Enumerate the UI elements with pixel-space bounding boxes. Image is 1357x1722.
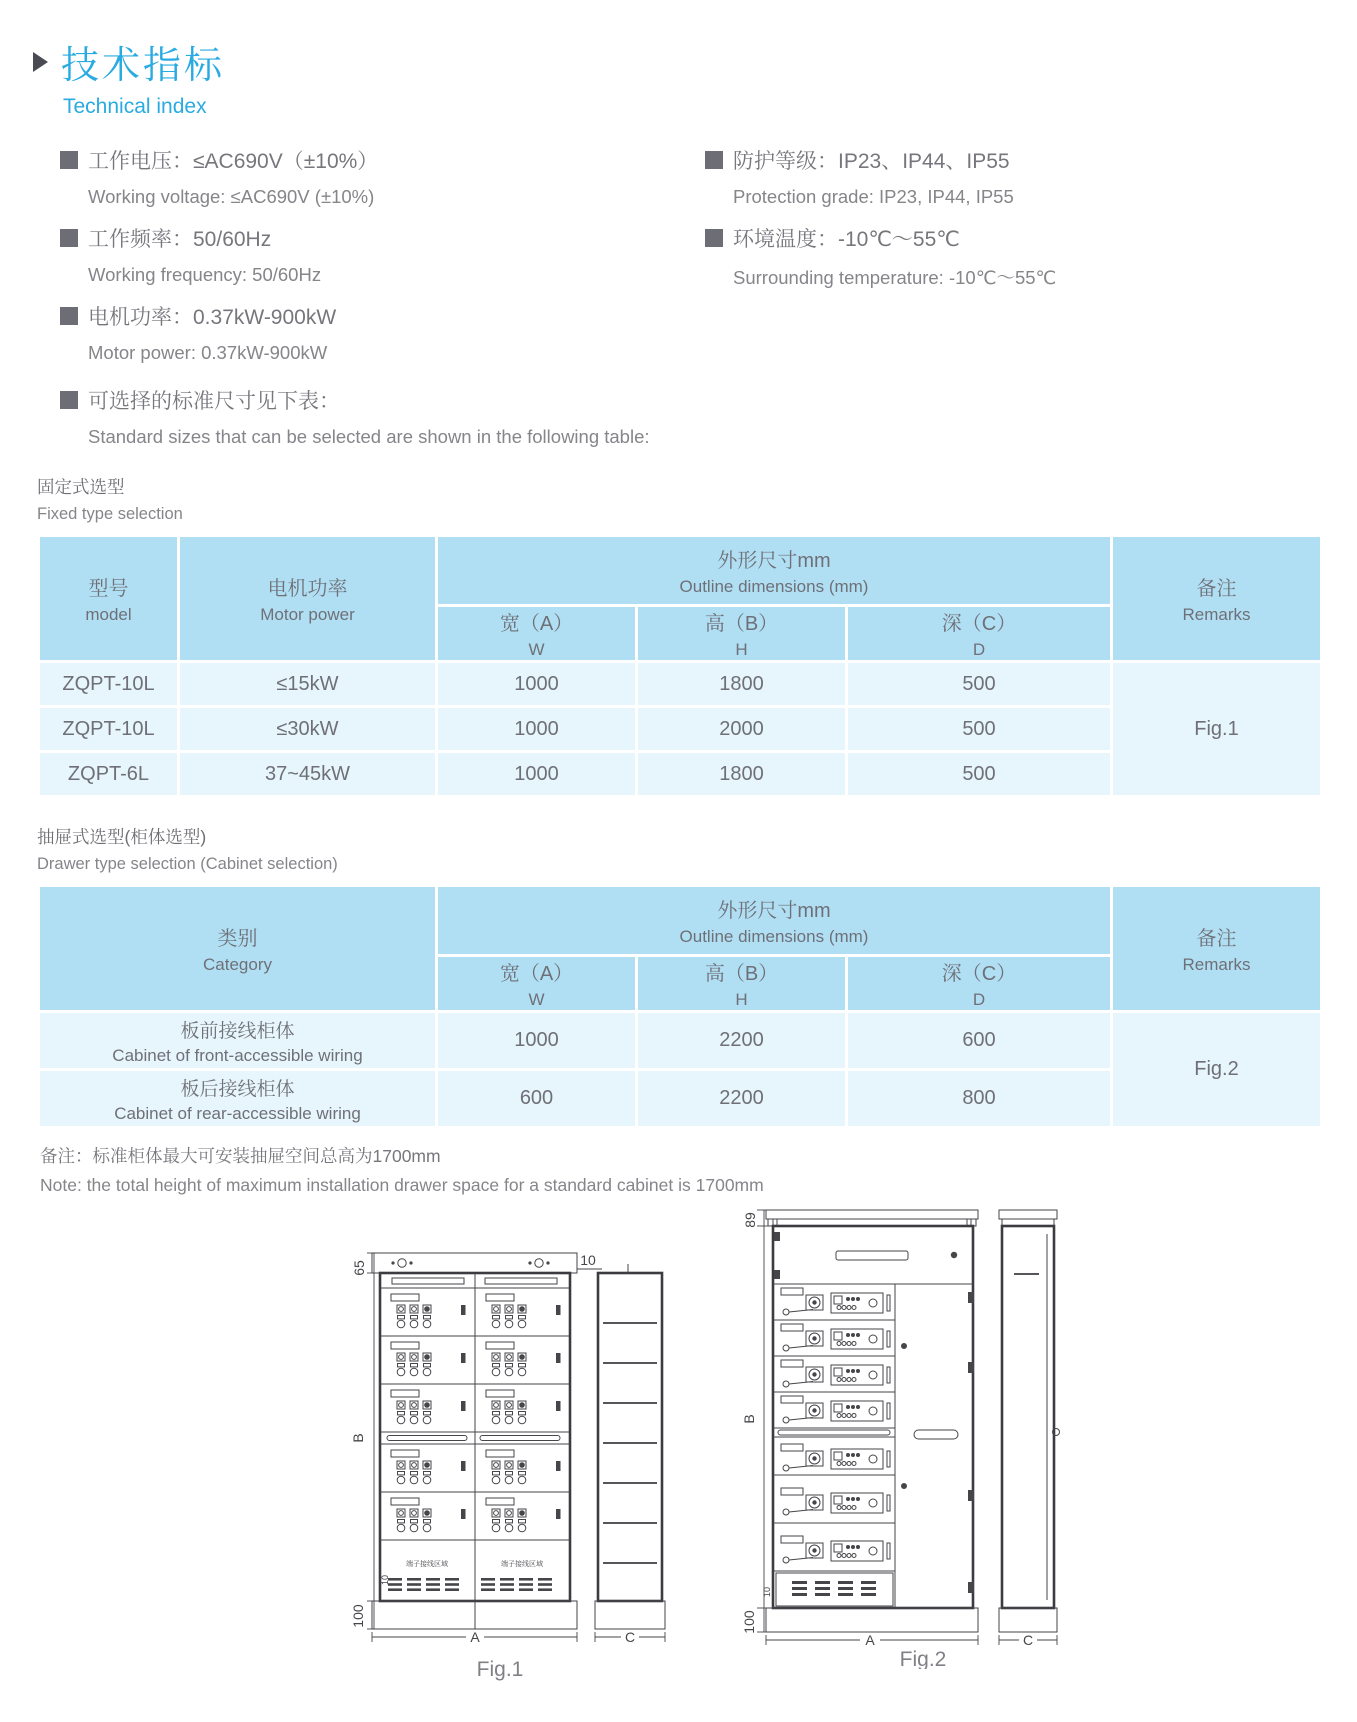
header-zh: 深（C）	[941, 963, 1017, 985]
table-row	[39, 662, 1322, 707]
header-en: Motor power	[260, 605, 355, 624]
spec-zh-text: 环境温度：-10℃～55℃	[733, 228, 960, 251]
bullet-square-icon	[705, 151, 723, 169]
section-fixed-type	[37, 474, 1357, 524]
col-header-outline-dimensions	[437, 536, 1112, 606]
col-header-outline-dimensions	[437, 886, 1112, 956]
spec-standard-sizes	[60, 385, 1357, 448]
header-en: Outline dimensions (mm)	[679, 927, 869, 946]
spec-en-text: Standard sizes that can be selected are shown in the following table:	[88, 426, 650, 447]
col-header-height	[637, 956, 847, 1012]
fig1-side-view	[595, 1264, 665, 1629]
table-row	[39, 1012, 1322, 1070]
cell-model: ZQPT-6L	[39, 752, 179, 797]
table-header-row	[39, 536, 1322, 606]
col-header-height	[637, 606, 847, 662]
header-zh: 类别	[217, 928, 258, 950]
cell-depth: 500	[847, 707, 1112, 752]
header-en: H	[735, 990, 748, 1009]
header-en: Category	[203, 955, 272, 974]
header-en: W	[528, 640, 545, 659]
spec-en-text: Working voltage: ≤AC690V (±10%)	[88, 186, 375, 207]
cell-height: 2200	[637, 1070, 847, 1128]
header-en: Remarks	[1182, 955, 1251, 974]
dim-label-100: 100	[350, 1604, 366, 1628]
cell-model: ZQPT-10L	[39, 707, 179, 752]
col-header-width	[437, 606, 637, 662]
fig2-dimensions	[741, 1210, 1057, 1648]
bullet-square-icon	[60, 307, 78, 325]
dim-label-C: C	[1022, 1632, 1034, 1648]
spec-column-right	[705, 145, 1357, 379]
cell-depth: 800	[847, 1070, 1112, 1128]
spec-working-frequency	[60, 223, 705, 286]
spec-en-text: Motor power: 0.37kW-900kW	[88, 342, 328, 363]
footnote-zh: 备注：标准柜体最大可安装抽屉空间总高为1700mm	[40, 1146, 441, 1166]
dim-label-B: B	[741, 1414, 757, 1424]
section-arrow-icon	[33, 52, 48, 72]
header-zh: 备注	[1196, 578, 1237, 600]
col-header-depth	[847, 606, 1112, 662]
table-footnote	[40, 1143, 1357, 1196]
bullet-square-icon	[60, 391, 78, 409]
cell-depth: 500	[847, 752, 1112, 797]
header-en: model	[85, 605, 132, 624]
header-zh: 宽（A）	[499, 963, 574, 985]
cell-power: 37~45kW	[179, 752, 437, 797]
header-zh: 电机功率	[267, 578, 348, 600]
header-en: H	[735, 640, 748, 659]
cell-power: ≤30kW	[179, 707, 437, 752]
cell-depth: 600	[847, 1012, 1112, 1070]
col-header-model	[39, 536, 179, 662]
fig2-front-view	[766, 1210, 978, 1632]
page-title: 技术指标	[61, 45, 226, 87]
spec-zh-text: 工作电压：≤AC690V（±10%）	[88, 150, 379, 173]
category-en: Cabinet of front-accessible wiring	[112, 1045, 363, 1065]
fixed-type-table	[37, 534, 1323, 798]
bullet-square-icon	[60, 229, 78, 247]
fig2-drawing	[718, 1194, 1063, 1669]
section-label-en: Drawer type selection (Cabinet selection)	[37, 855, 338, 873]
header-zh: 高（B）	[704, 613, 779, 635]
header-zh: 备注	[1196, 928, 1237, 950]
dim-label-B: B	[350, 1433, 366, 1443]
cell-height: 1800	[637, 662, 847, 707]
header-zh: 外形尺寸mm	[717, 900, 831, 922]
bullet-square-icon	[705, 229, 723, 247]
cell-model: ZQPT-10L	[39, 662, 179, 707]
header-zh: 型号	[88, 578, 129, 600]
header-en: D	[972, 990, 986, 1009]
cell-width: 1000	[437, 752, 637, 797]
header-zh: 高（B）	[704, 963, 779, 985]
cell-width: 1000	[437, 707, 637, 752]
spec-en-text: Surrounding temperature: -10℃～55℃	[733, 267, 1057, 288]
cell-category	[39, 1070, 437, 1128]
cell-power: ≤15kW	[179, 662, 437, 707]
dim-label-10-inner: 10	[762, 1586, 772, 1598]
dim-label-100: 100	[741, 1610, 757, 1634]
cell-width: 600	[437, 1070, 637, 1128]
dim-label-65: 65	[351, 1260, 367, 1276]
cell-width: 1000	[437, 1012, 637, 1070]
footnote-en: Note: the total height of maximum installation drawer space for a standard cabinet is 1700mm	[40, 1175, 764, 1195]
fig1-drawing	[330, 1228, 670, 1683]
cell-width: 1000	[437, 662, 637, 707]
category-en: Cabinet of rear-accessible wiring	[114, 1103, 361, 1123]
category-zh: 板前接线柜体	[180, 1020, 295, 1042]
cell-category	[39, 1012, 437, 1070]
section-label-zh: 抽屉式选型(柜体选型)	[37, 827, 207, 847]
col-header-remarks	[1112, 886, 1322, 1012]
dim-label-A: A	[865, 1632, 875, 1648]
figures-area	[0, 1202, 1357, 1722]
col-header-width	[437, 956, 637, 1012]
dim-label-10-inner: 10	[380, 1574, 390, 1586]
fig1-front-view	[372, 1253, 577, 1629]
page-header	[33, 34, 1357, 89]
fig2-caption: Fig.2	[899, 1648, 947, 1669]
spec-protection-grade	[705, 145, 1357, 208]
section-drawer-type	[37, 824, 1357, 874]
cell-height: 2000	[637, 707, 847, 752]
spec-motor-power	[60, 301, 705, 364]
header-en: D	[972, 640, 986, 659]
header-zh: 深（C）	[941, 613, 1017, 635]
cell-remark: Fig.1	[1112, 662, 1322, 797]
header-en: W	[528, 990, 545, 1009]
dim-label-89: 89	[742, 1212, 758, 1228]
col-header-remarks	[1112, 536, 1322, 662]
cell-height: 2200	[637, 1012, 847, 1070]
fig1-caption: Fig.1	[476, 1658, 524, 1681]
terminal-area-label: 端子接线区域	[501, 1561, 543, 1568]
terminal-area-label: 端子接线区域	[406, 1561, 448, 1568]
page-subtitle: Technical index	[63, 95, 207, 118]
spec-working-voltage	[60, 145, 705, 208]
header-zh: 外形尺寸mm	[717, 550, 831, 572]
col-header-category	[39, 886, 437, 1012]
spec-zh-text: 电机功率：0.37kW-900kW	[88, 306, 337, 329]
spec-en-text: Protection grade: IP23, IP44, IP55	[733, 186, 1014, 207]
spec-zh-text: 工作频率：50/60Hz	[88, 228, 272, 251]
header-en: Outline dimensions (mm)	[679, 577, 869, 596]
col-header-depth	[847, 956, 1112, 1012]
cell-height: 1800	[637, 752, 847, 797]
dim-label-10: 10	[580, 1252, 596, 1268]
table-header-row	[39, 886, 1322, 956]
dim-label-C: C	[624, 1629, 636, 1645]
header-zh: 宽（A）	[499, 613, 574, 635]
header-en: Remarks	[1182, 605, 1251, 624]
spec-zh-text: 防护等级：IP23、IP44、IP55	[733, 150, 1010, 173]
spec-en-text: Working frequency: 50/60Hz	[88, 264, 322, 285]
bullet-square-icon	[60, 151, 78, 169]
spec-surrounding-temperature	[705, 223, 1357, 290]
section-label-en: Fixed type selection	[37, 505, 183, 523]
drawer-type-table	[37, 884, 1323, 1129]
spec-list	[60, 145, 1357, 379]
cell-remark: Fig.2	[1112, 1012, 1322, 1128]
col-header-motor-power	[179, 536, 437, 662]
spec-column-left	[60, 145, 705, 379]
spec-zh-text: 可选择的标准尺寸见下表：	[88, 390, 340, 413]
cell-depth: 500	[847, 662, 1112, 707]
fig2-side-view	[999, 1210, 1060, 1632]
section-label-zh: 固定式选型	[37, 477, 125, 497]
dim-label-A: A	[470, 1629, 480, 1645]
category-zh: 板后接线柜体	[180, 1078, 295, 1100]
